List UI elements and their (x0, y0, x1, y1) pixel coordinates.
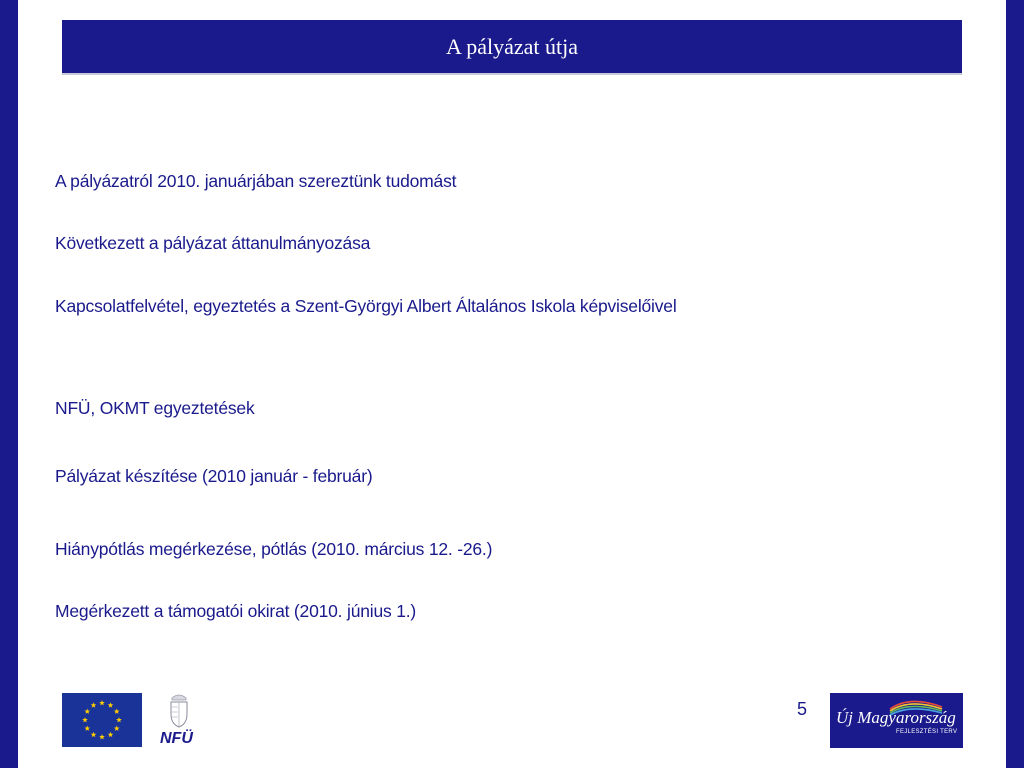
bullet-item: Kapcsolatfelvétel, egyeztetés a Szent-Györgyi Albert Általános Iskola képviselőivel (55, 296, 677, 316)
eu-flag-icon (62, 693, 142, 747)
eu-star-icon (108, 732, 114, 737)
eu-star-icon (116, 717, 122, 722)
right-border-bar (1006, 0, 1024, 768)
uj-magyarorszag-title: Új Magyarország (836, 708, 956, 727)
bullet-item: A pályázatról 2010. januárjában szereztünk tudomást (55, 171, 457, 191)
bullet-item: NFÜ, OKMT egyeztetések (55, 398, 255, 418)
eu-star-icon (91, 732, 97, 737)
eu-star-icon (108, 702, 114, 707)
hungarian-crest-icon (168, 692, 190, 728)
slide-title: A pályázat útja (446, 33, 578, 59)
left-border-bar (0, 0, 18, 768)
bullet-item: Következett a pályázat áttanulmányozása (55, 233, 371, 253)
nfu-logo (156, 690, 204, 752)
bullet-item: Pályázat készítése (2010 január - február) (55, 466, 373, 486)
bullet-item: Hiánypótlás megérkezése, pótlás (2010. március 12. -26.) (55, 539, 493, 559)
eu-star-icon (114, 709, 120, 714)
bullet-item: Megérkezett a támogatói okirat (2010. június 1.) (55, 601, 417, 621)
uj-magyarorszag-logo (830, 693, 963, 748)
page-number: 5 (797, 699, 808, 719)
eu-star-icon (114, 726, 120, 731)
uj-magyarorszag-subtitle: FEJLESZTÉSI TERV (896, 729, 958, 735)
nfu-logo-text: NFÜ (160, 730, 193, 747)
eu-star-icon (84, 726, 90, 731)
eu-star-icon (84, 709, 90, 714)
title-bar (62, 20, 962, 75)
eu-star-icon (99, 734, 105, 739)
eu-star-icon (82, 717, 88, 722)
eu-star-icon (99, 700, 105, 705)
eu-star-icon (91, 702, 97, 707)
